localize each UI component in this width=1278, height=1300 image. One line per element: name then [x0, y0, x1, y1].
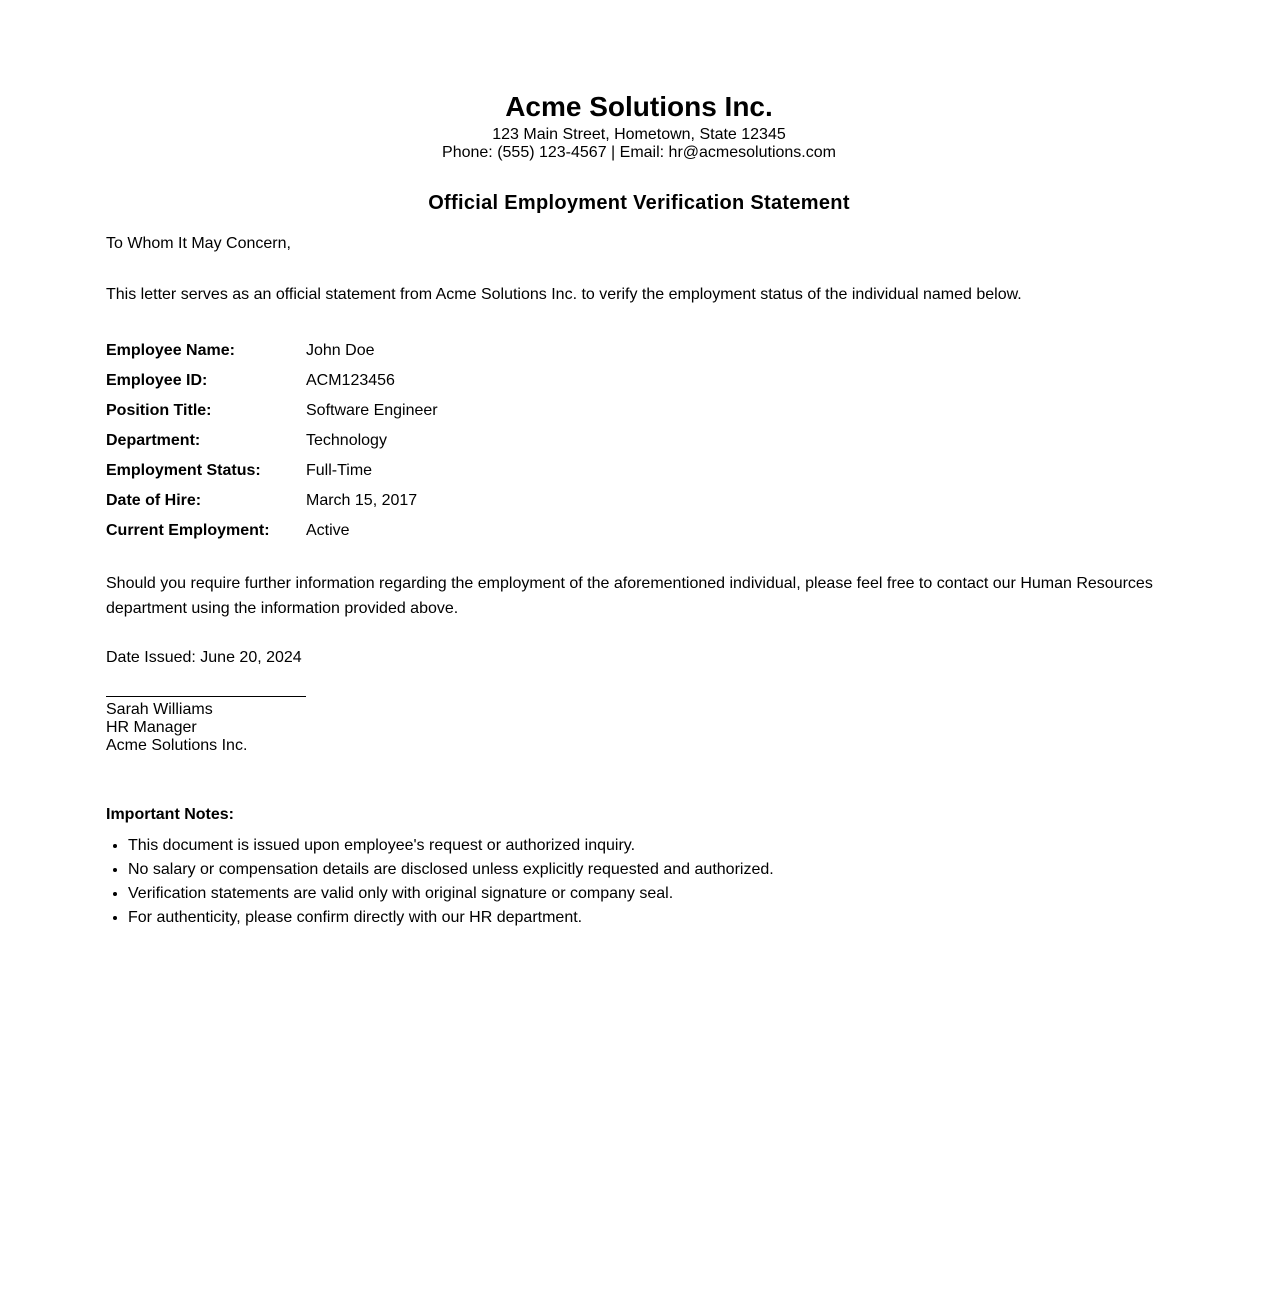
detail-label: Employment Status:	[106, 462, 261, 479]
detail-row-employee-id	[106, 369, 1172, 399]
detail-row-employee-name	[106, 339, 1172, 369]
date-issued: Date Issued: June 20, 2024	[106, 649, 302, 666]
notes-title: Important Notes:	[106, 806, 234, 823]
detail-value: March 15, 2017	[306, 492, 418, 509]
intro-paragraph: This letter serves as an official statement from Acme Solutions Inc. to verify the employment status of the individual named below.	[106, 286, 1022, 303]
list-item: • For authenticity, please confirm directly with our HR department.	[128, 906, 1172, 930]
list-item: • This document is issued upon employee's request or authorized inquiry.	[128, 834, 1172, 858]
notes-list	[106, 834, 1172, 930]
signature-block	[106, 701, 1172, 755]
employee-details	[106, 339, 1172, 549]
company-address: 123 Main Street, Hometown, State 12345	[492, 126, 786, 143]
detail-value: ACM123456	[306, 372, 395, 389]
letterhead	[106, 88, 1172, 162]
detail-row-current-employment	[106, 519, 1172, 549]
detail-value: Active	[306, 522, 350, 539]
closing-paragraph: Should you require further information regarding the employment of the aforementioned individual, please feel free to contact our Human Resources department using the information provided above.	[106, 575, 1153, 617]
detail-row-position-title	[106, 399, 1172, 429]
detail-label: Employee Name:	[106, 342, 235, 359]
detail-value: Technology	[306, 432, 387, 449]
detail-label: Date of Hire:	[106, 492, 202, 509]
company-name: Acme Solutions Inc.	[505, 91, 773, 122]
company-contact: Phone: (555) 123-4567 | Email: hr@acmesolutions.com	[442, 144, 836, 161]
salutation: To Whom It May Concern,	[106, 235, 291, 252]
detail-value: Software Engineer	[306, 402, 438, 419]
detail-row-employment-status	[106, 459, 1172, 489]
signature-line	[106, 696, 306, 697]
list-item: • Verification statements are valid only with original signature or company seal.	[128, 882, 1172, 906]
document-title: Official Employment Verification Statement	[428, 192, 850, 214]
signatory-title: HR Manager	[106, 719, 197, 736]
detail-label: Employee ID:	[106, 372, 208, 389]
detail-row-date-of-hire	[106, 489, 1172, 519]
detail-label: Current Employment:	[106, 522, 270, 539]
detail-row-department	[106, 429, 1172, 459]
signatory-company: Acme Solutions Inc.	[106, 737, 248, 754]
detail-label: Department:	[106, 432, 201, 449]
detail-label: Position Title:	[106, 402, 212, 419]
verification-letter	[106, 0, 1172, 930]
list-item: • No salary or compensation details are disclosed unless explicitly requested and authorized.	[128, 858, 1172, 882]
signatory-name: Sarah Williams	[106, 701, 213, 718]
detail-value: Full-Time	[306, 462, 373, 479]
detail-value: John Doe	[306, 342, 375, 359]
